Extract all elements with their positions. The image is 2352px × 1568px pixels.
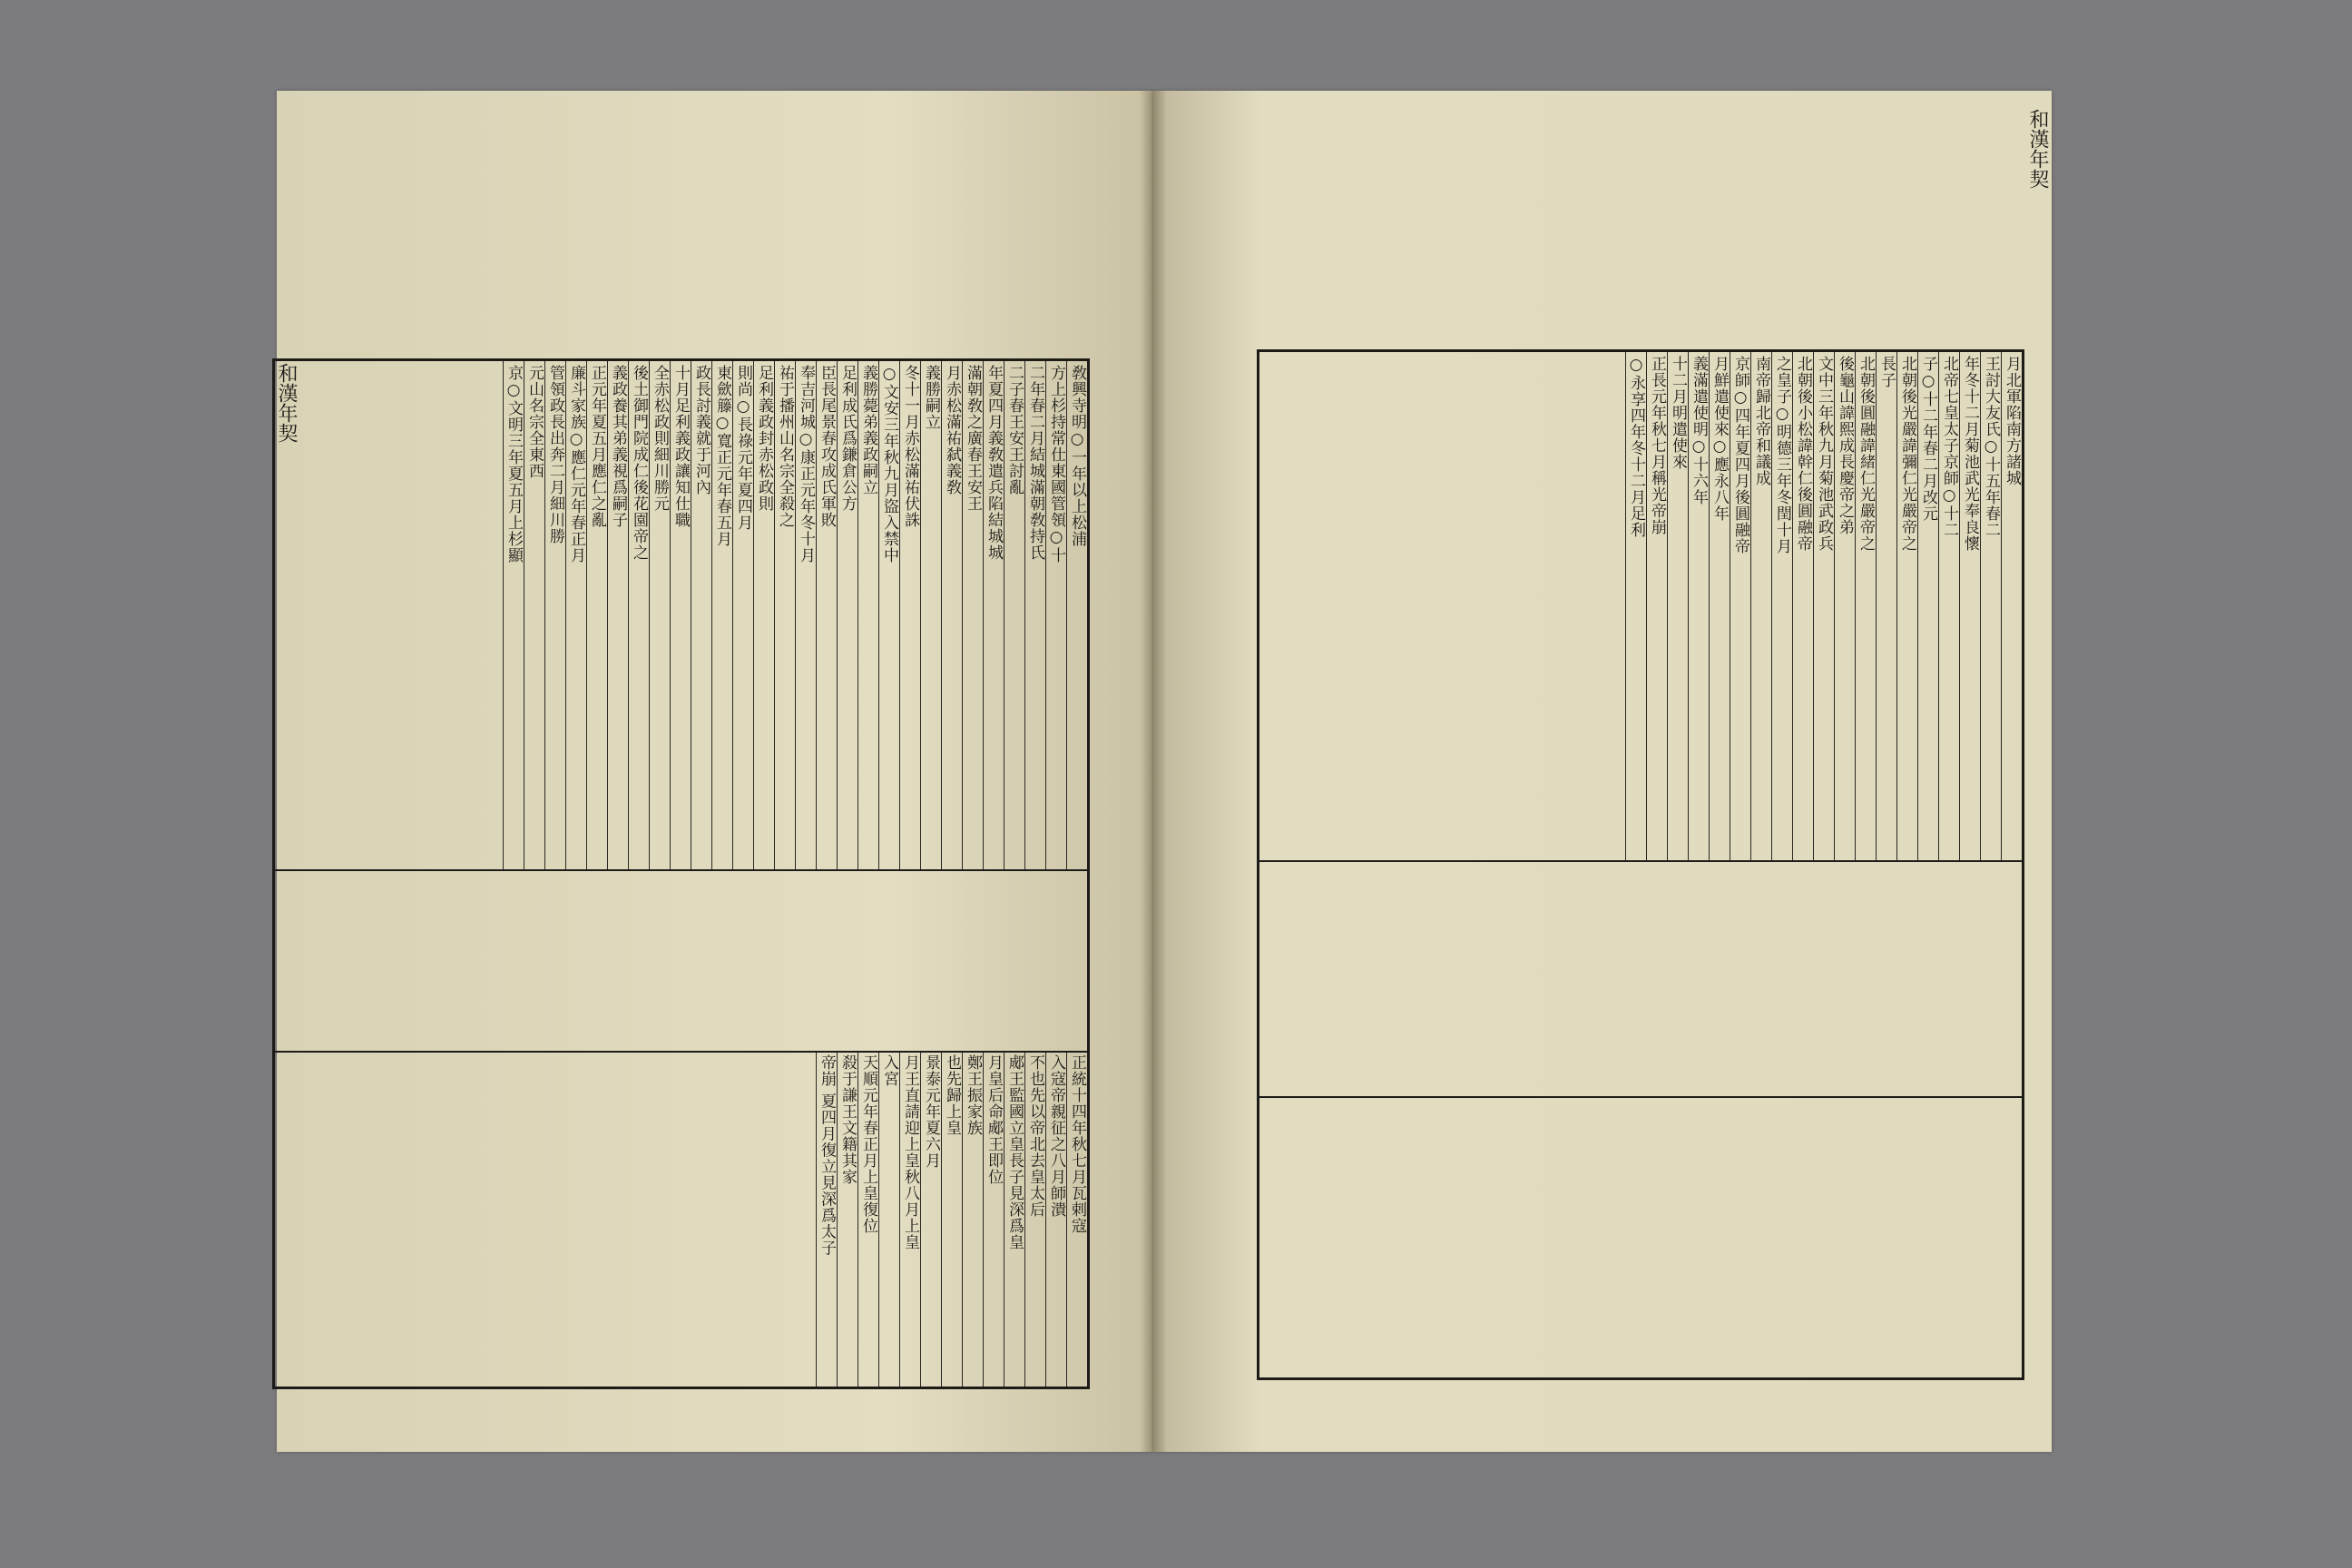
left-main-columns [275,361,1087,869]
text-column: 郕王監國立皇長子見深爲皇 [1004,1051,1024,1387]
text-column: 十二月明遣使來 [1667,352,1688,860]
text-column: 北朝後光嚴諱彌仁光嚴帝之 [1896,352,1917,860]
right-margin-label: 和漢年契 [2026,109,2049,189]
text-column: 正長元年秋七月稱光帝崩 [1646,352,1667,860]
text-column: ○文安三年秋九月盜入禁中 [878,361,899,869]
text-column: 後土御門院成仁後花園帝之 [628,361,649,869]
text-column: 不也先以帝北去皇太后 [1024,1051,1045,1387]
left-lower-notes [275,1051,1087,1387]
text-column: 子○十二年春二月改元 [1917,352,1938,860]
text-column: 二年春二月結城滿朝敎持氏 [1024,361,1045,869]
text-column: 京○文明三年夏五月上杉顯 [503,361,524,869]
text-column: 京師○四年夏四月後圓融帝 [1730,352,1750,860]
divider-line [275,869,1087,871]
text-column: 政長討義就于河內 [691,361,711,869]
text-column: 帝崩 夏四月復立見深爲太子 [816,1051,837,1387]
text-column: 入宮 [878,1051,899,1387]
text-column: 十月足利義政讓知仕職 [670,361,691,869]
text-column: 正統十四年秋七月瓦剌寇 [1066,1051,1087,1387]
text-column: 王討大友氏○十五年春二 [1980,352,2001,860]
text-column: 方上杉持常仕東國管領○十 [1045,361,1066,869]
text-column: 滿朝敎之廣春王安王 [962,361,983,869]
text-column: 管領政長出奔二月細川勝 [544,361,565,869]
text-column: 月王直請迎上皇秋八月上皇 [899,1051,920,1387]
text-column: 冬十一月赤松滿祐伏誅 [899,361,920,869]
text-column: 足利義政封赤松政則 [753,361,774,869]
text-column: 年冬十二月菊池武光奉良懷 [1959,352,1980,860]
text-column: 義滿遣使明○十六年 [1688,352,1709,860]
divider-line [275,1051,1087,1053]
text-column: 之皇子○明德三年冬閏十月 [1771,352,1792,860]
right-page-table [1257,349,2024,1380]
text-column: 長子 [1876,352,1896,860]
text-column: 景泰元年夏六月 [920,1051,941,1387]
text-column: ○永享四年冬十二月足利 [1625,352,1646,860]
text-column: 也先歸上皇 [941,1051,962,1387]
text-column: 祐于播州山名宗全殺之 [774,361,795,869]
text-column: 義政養其弟義視爲嗣子 [607,361,628,869]
text-column: 奉吉河城○康正元年冬十月 [795,361,816,869]
text-column: 文中三年秋九月菊池武政兵 [1813,352,1834,860]
text-column: 月鮮遣使來○應永八年 [1709,352,1730,860]
text-column: 元山名宗全東西 [524,361,544,869]
text-column: 月赤松滿祐弑義敎 [941,361,962,869]
text-column: 北朝後小松諱幹仁後圓融帝 [1792,352,1813,860]
text-column: 敎興寺明○一年以上松浦 [1066,361,1087,869]
divider-line [1259,860,2022,862]
left-page-table [272,358,1090,1389]
text-column: 北帝七皇太子京師○十二 [1938,352,1959,860]
text-column: 入寇帝親征之八月師潰 [1045,1051,1066,1387]
text-column: 正元年夏五月應仁之亂 [586,361,607,869]
text-column: 二子春王安王討亂 [1004,361,1024,869]
text-column: 殺于謙王文籍其家 [837,1051,858,1387]
text-column: 東歛籐○寬正元年春五月 [711,361,732,869]
text-column: 全赤松政則細川勝元 [649,361,670,869]
text-column: 義勝薨弟義政嗣立 [858,361,878,869]
text-column: 後龜山諱熙成長慶帝之弟 [1834,352,1855,860]
text-column: 月北軍陷南方諸城 [2001,352,2022,860]
book-gutter [1140,91,1167,1452]
right-main-columns [1259,352,2022,860]
text-column: 月皇后命郕王即位 [983,1051,1004,1387]
left-margin-label: 和漢年契 [275,363,298,443]
text-column: 足利成氏爲鎌倉公方 [837,361,858,869]
text-column: 則尚○長祿元年夏四月 [732,361,753,869]
text-column: 廉斗家族○應仁元年春正月 [565,361,586,869]
text-column: 年夏四月義敎遣兵陷結城城 [983,361,1004,869]
text-column: 天順元年春正月上皇復位 [858,1051,878,1387]
divider-line [1259,1096,2022,1098]
text-column: 義勝嗣立 [920,361,941,869]
text-column: 北朝後圓融諱緒仁光嚴帝之 [1855,352,1876,860]
text-column: 臣長尾景春攻成氏軍敗 [816,361,837,869]
text-column: 南帝歸北帝和議成 [1750,352,1771,860]
text-column: 鄭王振家族 [962,1051,983,1387]
